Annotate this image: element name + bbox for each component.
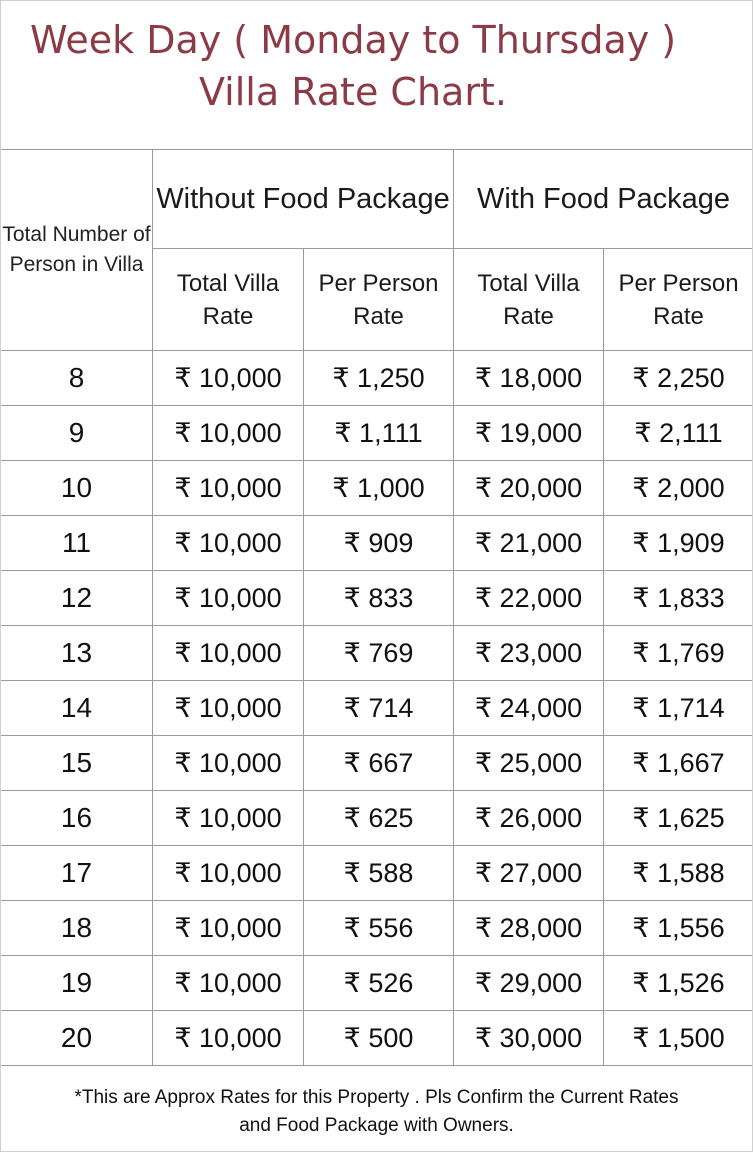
rate-table <box>0 149 753 1066</box>
cell-persons: 18 <box>1 901 153 956</box>
cell-without-food-total-rate: ₹ 10,000 <box>153 956 304 1011</box>
cell-without-food-total-rate: ₹ 10,000 <box>153 681 304 736</box>
cell-with-food-per-person-rate: ₹ 1,526 <box>604 956 753 1011</box>
cell-without-food-total-rate: ₹ 10,000 <box>153 846 304 901</box>
table-row <box>1 901 753 956</box>
cell-persons: 14 <box>1 681 153 736</box>
table-row <box>1 956 753 1011</box>
cell-with-food-total-rate: ₹ 18,000 <box>454 351 604 406</box>
cell-without-food-per-person-rate: ₹ 714 <box>304 681 454 736</box>
cell-without-food-per-person-rate: ₹ 500 <box>304 1011 454 1066</box>
cell-persons: 17 <box>1 846 153 901</box>
table-row <box>1 846 753 901</box>
cell-without-food-per-person-rate: ₹ 556 <box>304 901 454 956</box>
cell-without-food-total-rate: ₹ 10,000 <box>153 736 304 791</box>
table-row <box>1 791 753 846</box>
table-row <box>1 681 753 736</box>
cell-with-food-per-person-rate: ₹ 1,588 <box>604 846 753 901</box>
cell-with-food-total-rate: ₹ 27,000 <box>454 846 604 901</box>
cell-with-food-total-rate: ₹ 30,000 <box>454 1011 604 1066</box>
table-row <box>1 571 753 626</box>
cell-with-food-per-person-rate: ₹ 1,833 <box>604 571 753 626</box>
cell-without-food-total-rate: ₹ 10,000 <box>153 1011 304 1066</box>
cell-without-food-per-person-rate: ₹ 526 <box>304 956 454 1011</box>
cell-with-food-total-rate: ₹ 25,000 <box>454 736 604 791</box>
cell-persons: 16 <box>1 791 153 846</box>
cell-persons: 10 <box>1 461 153 516</box>
header-with-food: With Food Package <box>454 150 753 249</box>
header-wo-total-villa-rate: Total Villa Rate <box>153 249 304 351</box>
cell-with-food-per-person-rate: ₹ 1,909 <box>604 516 753 571</box>
cell-with-food-per-person-rate: ₹ 1,667 <box>604 736 753 791</box>
rate-table-header <box>1 150 753 351</box>
cell-without-food-total-rate: ₹ 10,000 <box>153 516 304 571</box>
cell-with-food-per-person-rate: ₹ 1,714 <box>604 681 753 736</box>
cell-without-food-total-rate: ₹ 10,000 <box>153 351 304 406</box>
cell-without-food-per-person-rate: ₹ 667 <box>304 736 454 791</box>
header-wo-per-person-rate: Per Person Rate <box>304 249 454 351</box>
cell-persons: 20 <box>1 1011 153 1066</box>
cell-without-food-total-rate: ₹ 10,000 <box>153 901 304 956</box>
cell-with-food-per-person-rate: ₹ 2,250 <box>604 351 753 406</box>
table-row <box>1 516 753 571</box>
cell-without-food-per-person-rate: ₹ 1,000 <box>304 461 454 516</box>
table-row <box>1 406 753 461</box>
title-line-2: Villa Rate Chart. <box>199 70 507 114</box>
cell-with-food-per-person-rate: ₹ 2,000 <box>604 461 753 516</box>
cell-with-food-total-rate: ₹ 29,000 <box>454 956 604 1011</box>
cell-without-food-per-person-rate: ₹ 769 <box>304 626 454 681</box>
header-without-food: Without Food Package <box>153 150 454 249</box>
footnote-line-1: *This are Approx Rates for this Property . Pls Confirm the Current Rates <box>74 1087 679 1108</box>
cell-persons: 12 <box>1 571 153 626</box>
footnote-line-2: and Food Package with Owners. <box>239 1115 514 1136</box>
cell-without-food-total-rate: ₹ 10,000 <box>153 461 304 516</box>
cell-with-food-per-person-rate: ₹ 1,625 <box>604 791 753 846</box>
cell-with-food-per-person-rate: ₹ 1,556 <box>604 901 753 956</box>
cell-without-food-per-person-rate: ₹ 588 <box>304 846 454 901</box>
table-row <box>1 1011 753 1066</box>
cell-with-food-per-person-rate: ₹ 2,111 <box>604 406 753 461</box>
cell-without-food-per-person-rate: ₹ 1,111 <box>304 406 454 461</box>
header-total-persons: Total Number of Person in Villa <box>1 150 153 351</box>
cell-persons: 11 <box>1 516 153 571</box>
cell-without-food-per-person-rate: ₹ 625 <box>304 791 454 846</box>
cell-persons: 8 <box>1 351 153 406</box>
title-line-1: Week Day ( Monday to Thursday ) <box>30 18 677 62</box>
cell-without-food-per-person-rate: ₹ 1,250 <box>304 351 454 406</box>
cell-without-food-total-rate: ₹ 10,000 <box>153 626 304 681</box>
cell-with-food-total-rate: ₹ 21,000 <box>454 516 604 571</box>
cell-with-food-total-rate: ₹ 24,000 <box>454 681 604 736</box>
table-row <box>1 626 753 681</box>
table-row <box>1 461 753 516</box>
cell-without-food-total-rate: ₹ 10,000 <box>153 791 304 846</box>
cell-with-food-total-rate: ₹ 19,000 <box>454 406 604 461</box>
header-w-per-person-rate: Per Person Rate <box>604 249 753 351</box>
cell-persons: 9 <box>1 406 153 461</box>
rate-table-body <box>1 351 753 1066</box>
cell-with-food-total-rate: ₹ 20,000 <box>454 461 604 516</box>
cell-with-food-per-person-rate: ₹ 1,500 <box>604 1011 753 1066</box>
cell-with-food-total-rate: ₹ 23,000 <box>454 626 604 681</box>
cell-without-food-total-rate: ₹ 10,000 <box>153 571 304 626</box>
cell-with-food-total-rate: ₹ 26,000 <box>454 791 604 846</box>
cell-with-food-total-rate: ₹ 22,000 <box>454 571 604 626</box>
cell-persons: 13 <box>1 626 153 681</box>
header-w-total-villa-rate: Total Villa Rate <box>454 249 604 351</box>
cell-without-food-per-person-rate: ₹ 909 <box>304 516 454 571</box>
cell-with-food-total-rate: ₹ 28,000 <box>454 901 604 956</box>
page-title <box>0 14 753 118</box>
cell-with-food-per-person-rate: ₹ 1,769 <box>604 626 753 681</box>
cell-persons: 15 <box>1 736 153 791</box>
table-row <box>1 736 753 791</box>
cell-persons: 19 <box>1 956 153 1011</box>
table-row <box>1 351 753 406</box>
cell-without-food-total-rate: ₹ 10,000 <box>153 406 304 461</box>
footnote <box>0 1084 753 1140</box>
cell-without-food-per-person-rate: ₹ 833 <box>304 571 454 626</box>
